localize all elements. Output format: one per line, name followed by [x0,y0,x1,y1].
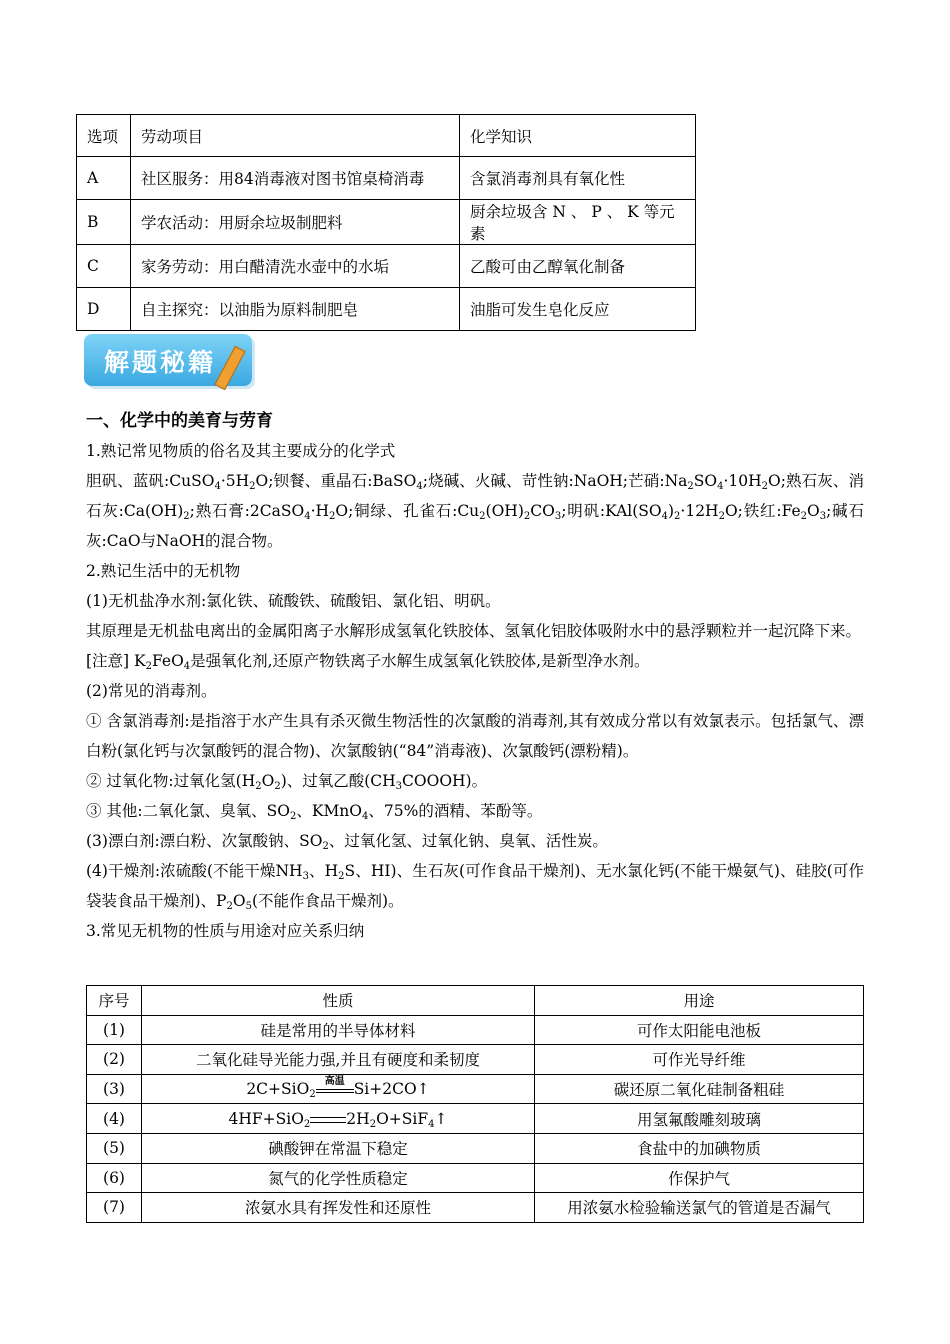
equals-sign [310,1117,346,1123]
knowledge-cell: 含氯消毒剂具有氧化性 [460,157,696,200]
project-cell: 自主探究：以油脂为原料制肥皂 [131,288,460,331]
number-cell: (1) [87,1015,142,1045]
header-option: 选项 [77,115,131,157]
use-cell: 可作光导纤维 [535,1045,864,1075]
use-cell: 可作太阳能电池板 [535,1015,864,1045]
option-cell: D [77,288,131,331]
property-cell: 碘酸钾在常温下稳定 [142,1133,535,1163]
number-cell: (6) [87,1163,142,1193]
table-row [77,200,696,245]
table-row [87,1045,864,1075]
table-row [87,1133,864,1163]
header-number: 序号 [87,986,142,1016]
use-cell: 作保护气 [535,1163,864,1193]
number-cell: (7) [87,1193,142,1223]
header-property: 性质 [142,986,535,1016]
table-row [87,1104,864,1134]
badge-label: 解题秘籍 [104,348,217,377]
number-cell: (4) [87,1104,142,1134]
table-row [87,1193,864,1223]
sec2-p1: (1)无机盐净水剂:氯化铁、硫酸铁、硫酸铝、氯化铝、明矾。 [86,592,501,610]
use-cell: 碳还原二氧化硅制备粗硅 [535,1074,864,1104]
property-cell: 二氧化硅导光能力强,并且有硬度和柔韧度 [142,1045,535,1075]
number-cell: (3) [87,1074,142,1104]
option-cell: B [77,200,131,245]
sec2-note: [注意] $K_2FeO_4$是强氧化剂,还原产物铁离子水解生成氢氧化铁胶体,是新型净水剂。 [86,652,650,672]
property-cell: 浓氨水具有挥发性和还原性 [142,1193,535,1223]
table-row [87,1015,864,1045]
property-cell: 4HF+SiO$_2$ $2H_2O+SiF_4↑$ [142,1104,535,1134]
sec2-p2: 其原理是无机盐电离出的金属阳离子水解形成氢氧化铁胶体、氢氧化铝胶体吸附水中的悬浮颗粒并一起沉降下来。 [86,622,862,640]
knowledge-cell: 油脂可发生皂化反应 [460,288,696,331]
sec2-p5: ② 过氧化物:过氧化氢$(H_2O_2)$、过氧乙酸$(CH_3COOOH)$。 [86,772,488,792]
option-cell: C [77,245,131,288]
sec2-title: 2.熟记生活中的无机物 [86,562,241,580]
table-row [87,1163,864,1193]
sec2-p8: (4)干燥剂:浓硫酸(不能干燥$NH_3$、$H_2S$、HI)、生石灰(可作食品干燥剂)、无水氯化钙(不能干燥氨气)、硅胶(可作袋装食品干燥剂)、$P_2O_5$(不能作食品干燥剂)。 [86,862,864,912]
number-cell: (2) [87,1045,142,1075]
number-cell: (5) [87,1133,142,1163]
table-row [77,288,696,331]
table-header-row [87,986,864,1016]
knowledge-cell: 厨余垃圾含 N 、 P 、 K 等元素 [460,200,696,245]
table-row [77,245,696,288]
option-cell: A [77,157,131,200]
sec2-p7: (3)漂白剂:漂白粉、次氯酸钠、$SO_2$、过氧化氢、过氧化钠、臭氧、活性炭。 [86,832,608,852]
project-cell: 学农活动：用厨余垃圾制肥料 [131,200,460,245]
sec1-body: 胆矾、蓝矾$:CuSO_4\cdot 5H_2O$;钡餐、重晶石:BaSO$_4$;烧碱、火碱、苛性钠:NaOH;芒硝$:Na_2SO_4\cdot 10H_2O$;熟石灰、消石灰$:Ca(OH)_2$;熟石膏$:2CaSO_4\cdot H_2O$;铜绿、孔雀石$:Cu_2(OH)_2CO_3$;明矾$:KAl(SO_4)_2\cdot 12H_2O$;铁红$:Fe_2O_3$;碱石灰:CaO与NaOH的混合物。 [86,472,864,550]
property-cell: 2C+SiO$_2$ 高温 Si+2CO↑ [142,1074,535,1104]
use-cell: 食盐中的加碘物质 [535,1133,864,1163]
table-row [87,1074,864,1104]
labor-table [76,114,696,331]
header-use: 用途 [535,986,864,1016]
project-cell: 家务劳动：用白醋清洗水壶中的水垢 [131,245,460,288]
sec3-title: 3.常见无机物的性质与用途对应关系归纳 [86,922,365,940]
project-cell: 社区服务：用84消毒液对图书馆桌椅消毒 [131,157,460,200]
sec1-title: 1.熟记常见物质的俗名及其主要成分的化学式 [86,442,396,460]
tips-badge [84,334,262,390]
property-cell: 硅是常用的半导体材料 [142,1015,535,1045]
use-cell: 用氢氟酸雕刻玻璃 [535,1104,864,1134]
table-header-row [77,115,696,157]
table-row [77,157,696,200]
header-knowledge: 化学知识 [460,115,696,157]
sec2-p3: (2)常见的消毒剂。 [86,682,217,700]
section-title: 一、化学中的美育与劳育 [86,411,273,431]
reaction-condition: 高温 [316,1082,354,1098]
sec2-p4: ① 含氯消毒剂:是指溶于水产生具有杀灭微生物活性的次氯酸的消毒剂,其有效成分常以有效氯表示。包括氯气、漂白粉(氯化钙与次氯酸钙的混合物)、次氯酸钠(“84”消毒液)、次氯酸钙(漂粉精)。 [86,712,864,760]
use-cell: 用浓氨水检验输送氯气的管道是否漏气 [535,1193,864,1223]
header-project: 劳动项目 [131,115,460,157]
properties-table [86,985,864,1223]
knowledge-cell: 乙酸可由乙醇氧化制备 [460,245,696,288]
sec2-p6: ③ 其他:二氧化氯、臭氧、$SO_2$、KMnO$_4$、75%的酒精、苯酚等。 [86,802,543,822]
property-cell: 氮气的化学性质稳定 [142,1163,535,1193]
main-content [86,436,864,946]
